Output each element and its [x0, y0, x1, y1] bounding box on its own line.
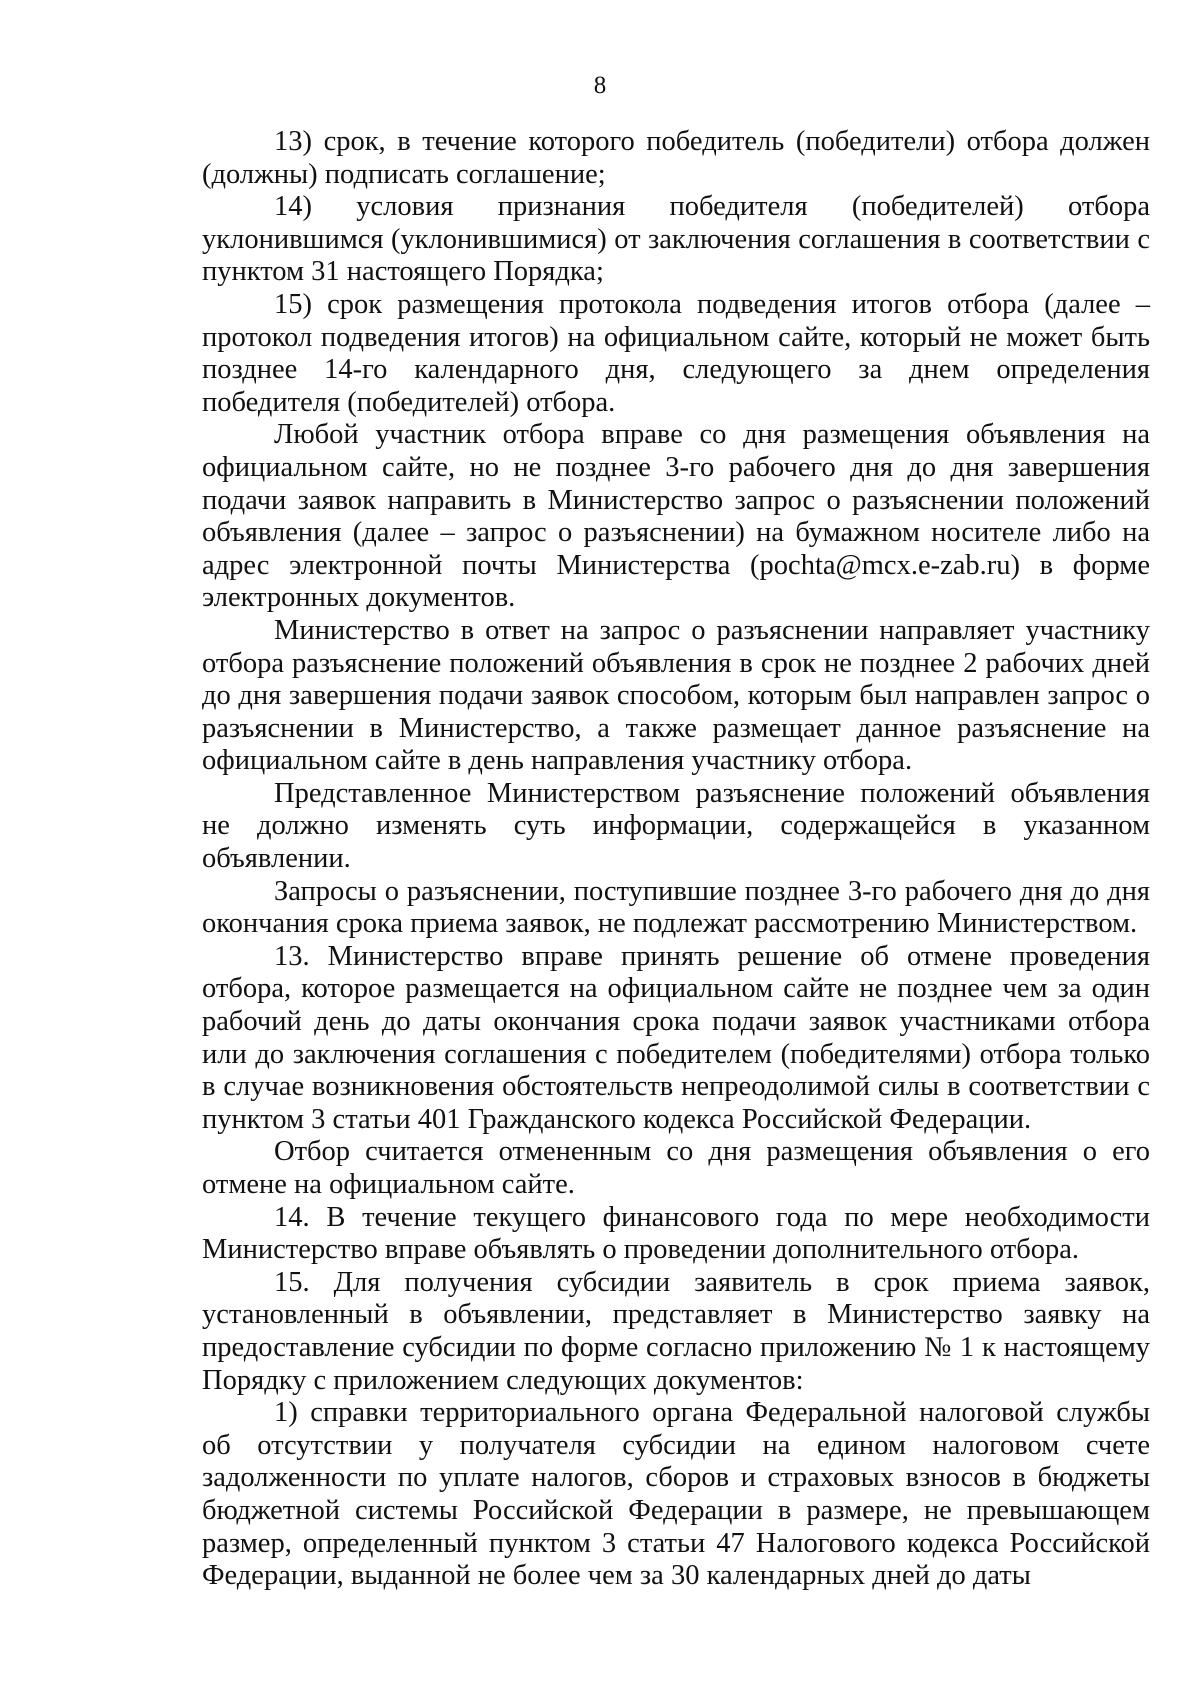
paragraph-selection-cancelled: Отбор считается отмененным со дня размещения объявления о его отмене на официальном сайте. — [202, 1136, 1150, 1200]
document-body — [202, 126, 1150, 1593]
paragraph-item-15: 15) срок размещения протокола подведения итогов отбора (далее – протокол подведения итогов) на официальном сайте, который не может быть позднее 14-го календарного дня, следующего за днем определения победителя (победителей) отбора. — [202, 288, 1150, 418]
paragraph-item-1-tax-certificate: 1) справки территориального органа Федеральной налоговой службы об отсутствии у получателя субсидии на едином налоговом счете задолженности по уплате налогов, сборов и страховых взносов в бюджеты бюджетной системы Российской Федерации в размере, не превышающем размер, определенный пунктом 3 статьи 47 Налогового кодекса Российской Федерации, выданной не более чем за 30 календарных дней до даты — [202, 1397, 1150, 1592]
paragraph-item-13: 13) срок, в течение которого победитель (победители) отбора должен (должны) подписать соглашение; — [202, 126, 1150, 190]
paragraph-late-requests: Запросы о разъяснении, поступившие позднее 3-го рабочего дня до дня окончания срока приема заявок, не подлежат рассмотрению Министерством. — [202, 875, 1150, 940]
paragraph-ministry-response: Министерство в ответ на запрос о разъяснении направляет участнику отбора разъяснение положений объявления в срок не позднее 2 рабочих дней до дня завершения подачи заявок способом, которым был направлен запрос о разъяснении в Министерство, а также размещает данное разъяснение на официальном сайте в день направления участнику отбора. — [202, 614, 1150, 777]
paragraph-clarification-request: Любой участник отбора вправе со дня размещения объявления на официальном сайте, но не позднее 3-го рабочего дня до дня завершения подачи заявок направить в Министерство запрос о разъяснении положений объявления (далее – запрос о разъяснении) на бумажном носителе либо на адрес электронной почты Министерства (pochta@mcx.e-zab.ru) в форме электронных документов. — [202, 419, 1150, 614]
paragraph-section-15: 15. Для получения субсидии заявитель в срок приема заявок, установленный в объявлении, представляет в Министерство заявку на предоставление субсидии по форме согласно приложению № 1 к настоящему Порядку с приложением следующих документов: — [202, 1266, 1150, 1396]
page-number: 8 — [593, 72, 607, 99]
paragraph-clarification-content: Представленное Министерством разъяснение положений объявления не должно изменять суть информации, содержащейся в указанном объявлении. — [202, 777, 1150, 875]
paragraph-section-14: 14. В течение текущего финансового года по мере необходимости Министерство вправе объявлять о проведении дополнительного отбора. — [202, 1201, 1150, 1266]
paragraph-item-14: 14) условия признания победителя (победителей) отбора уклонившимся (уклонившимися) от заключения соглашения в соответствии с пунктом 31 настоящего Порядка; — [202, 191, 1150, 288]
paragraph-section-13: 13. Министерство вправе принять решение об отмене проведения отбора, которое размещается на официальном сайте не позднее чем за один рабочий день до даты окончания срока подачи заявок участниками отбора или до заключения соглашения с победителем (победителями) отбора только в случае возникновения обстоятельств непреодолимой силы в соответствии с пунктом 3 статьи 401 Гражданского кодекса Российской Федерации. — [202, 940, 1150, 1135]
